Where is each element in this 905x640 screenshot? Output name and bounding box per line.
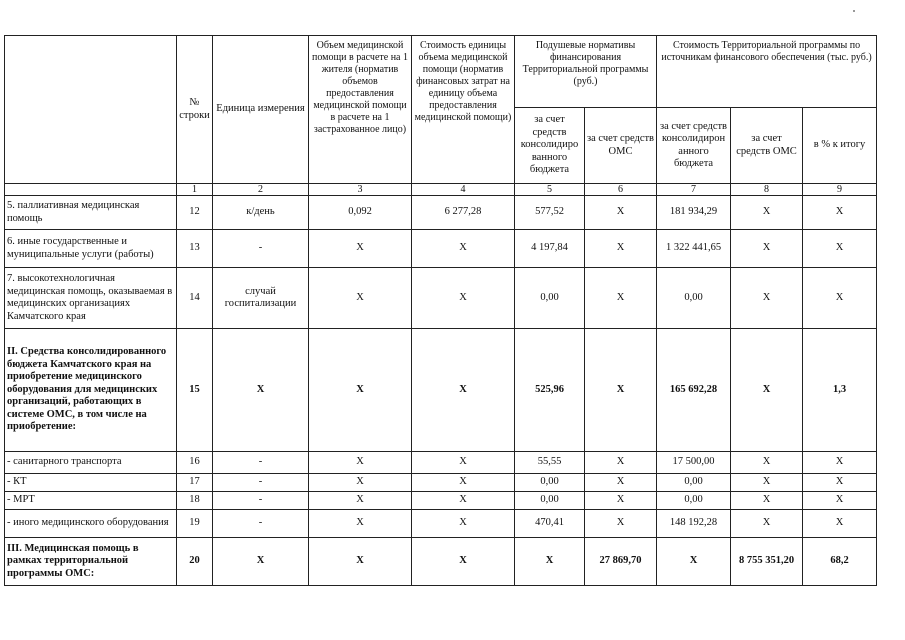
- row-number: 13: [177, 230, 213, 268]
- header-sub-oms-6: за счет средств ОМС: [585, 108, 657, 184]
- row-name: 6. иные государственные и муниципальные услуги (работы): [5, 230, 177, 268]
- row-number: 19: [177, 510, 213, 538]
- row-name: II. Средства консолидированного бюджета Камчатского края на приобретение медицинского оборудования для медицинских организаций, работающих в системе ОМС, в том числе на приобретение:: [5, 329, 177, 452]
- cell-c6: Х: [585, 268, 657, 329]
- row-number: 17: [177, 474, 213, 492]
- cell-c7: 0,00: [657, 474, 731, 492]
- cell-c8: Х: [731, 492, 803, 510]
- cell-c6: Х: [585, 474, 657, 492]
- header-unit: Единица измерения: [213, 36, 309, 184]
- cell-c3: Х: [309, 452, 412, 474]
- cell-c7: 1 322 441,65: [657, 230, 731, 268]
- financing-table: [4, 35, 877, 586]
- cell-c5: 0,00: [515, 492, 585, 510]
- cell-c3: Х: [309, 538, 412, 586]
- header-cost-unit: Стоимость единицы объема медицинской помощи (норматив финансовых затрат на единицу объема предоставления медицинской помощи): [412, 36, 515, 184]
- col-number: 9: [803, 184, 877, 196]
- row-name: - иного медицинского оборудования: [5, 510, 177, 538]
- table-row: [5, 329, 877, 452]
- row-unit: -: [213, 510, 309, 538]
- cell-c8: Х: [731, 474, 803, 492]
- cell-c8: Х: [731, 329, 803, 452]
- cell-c4: Х: [412, 492, 515, 510]
- row-name: - МРТ: [5, 492, 177, 510]
- cell-c8: Х: [731, 196, 803, 230]
- cell-c6: Х: [585, 492, 657, 510]
- cell-c3: Х: [309, 492, 412, 510]
- cell-c6: Х: [585, 329, 657, 452]
- scan-speck: [853, 10, 855, 12]
- cell-c4: Х: [412, 510, 515, 538]
- cell-c5: 525,96: [515, 329, 585, 452]
- header-row-no: № строки: [177, 36, 213, 184]
- cell-c4: Х: [412, 538, 515, 586]
- cell-c4: Х: [412, 329, 515, 452]
- cell-c6: Х: [585, 510, 657, 538]
- table-row: [5, 538, 877, 586]
- row-unit: -: [213, 452, 309, 474]
- cell-c4: Х: [412, 230, 515, 268]
- cell-c7: Х: [657, 538, 731, 586]
- cell-c7: 0,00: [657, 268, 731, 329]
- cell-c7: 0,00: [657, 492, 731, 510]
- col-number-empty: [5, 184, 177, 196]
- header-empty: [5, 36, 177, 184]
- row-number: 18: [177, 492, 213, 510]
- header-cost-program: Стоимость Территориальной программы по источникам финансового обеспечения (тыс. руб.): [657, 36, 877, 108]
- cell-c5: 470,41: [515, 510, 585, 538]
- cell-c9: Х: [803, 196, 877, 230]
- row-unit: -: [213, 230, 309, 268]
- cell-c5: 0,00: [515, 474, 585, 492]
- cell-c3: Х: [309, 510, 412, 538]
- row-unit: к/день: [213, 196, 309, 230]
- col-number: 3: [309, 184, 412, 196]
- table-row: [5, 452, 877, 474]
- table-body: [5, 196, 877, 586]
- table-row: [5, 474, 877, 492]
- header-per-capita: Подушевые нормативы финансирования Территориальной программы (руб.): [515, 36, 657, 108]
- header-sub-budget-5: за счет средств консолидиро ванного бюджета: [515, 108, 585, 184]
- col-number: 8: [731, 184, 803, 196]
- col-number: 5: [515, 184, 585, 196]
- header-volume: Объем медицинской помощи в расчете на 1 жителя (норматив объемов предоставления медицинской помощи в расчете на 1 застрахованное лицо): [309, 36, 412, 184]
- cell-c7: 181 934,29: [657, 196, 731, 230]
- cell-c4: 6 277,28: [412, 196, 515, 230]
- table-row: [5, 230, 877, 268]
- cell-c8: Х: [731, 230, 803, 268]
- cell-c9: Х: [803, 268, 877, 329]
- cell-c3: Х: [309, 329, 412, 452]
- table-row: [5, 510, 877, 538]
- cell-c4: Х: [412, 268, 515, 329]
- cell-c3: Х: [309, 230, 412, 268]
- cell-c8: Х: [731, 452, 803, 474]
- header-sub-pct-9: в % к итогу: [803, 108, 877, 184]
- col-number: 4: [412, 184, 515, 196]
- cell-c6: Х: [585, 196, 657, 230]
- cell-c8: 8 755 351,20: [731, 538, 803, 586]
- cell-c9: Х: [803, 452, 877, 474]
- cell-c7: 148 192,28: [657, 510, 731, 538]
- cell-c9: Х: [803, 492, 877, 510]
- cell-c5: Х: [515, 538, 585, 586]
- row-unit: -: [213, 474, 309, 492]
- row-name: III. Медицинская помощь в рамках территориальной программы ОМС:: [5, 538, 177, 586]
- table-row: [5, 268, 877, 329]
- row-number: 14: [177, 268, 213, 329]
- header-sub-oms-8: за счет средств ОМС: [731, 108, 803, 184]
- cell-c6: 27 869,70: [585, 538, 657, 586]
- row-unit: -: [213, 492, 309, 510]
- col-number: 6: [585, 184, 657, 196]
- cell-c9: 68,2: [803, 538, 877, 586]
- row-number: 12: [177, 196, 213, 230]
- table-header: [5, 36, 877, 196]
- row-name: 7. высокотехнологичная медицинская помощь, оказываемая в медицинских организациях Камчатского края: [5, 268, 177, 329]
- col-number: 7: [657, 184, 731, 196]
- cell-c3: Х: [309, 474, 412, 492]
- row-number: 16: [177, 452, 213, 474]
- row-unit: Х: [213, 329, 309, 452]
- cell-c9: 1,3: [803, 329, 877, 452]
- table-row: [5, 196, 877, 230]
- row-unit: Х: [213, 538, 309, 586]
- cell-c9: Х: [803, 230, 877, 268]
- cell-c9: Х: [803, 474, 877, 492]
- cell-c7: 17 500,00: [657, 452, 731, 474]
- col-number: 2: [213, 184, 309, 196]
- cell-c4: Х: [412, 474, 515, 492]
- row-number: 20: [177, 538, 213, 586]
- cell-c7: 165 692,28: [657, 329, 731, 452]
- cell-c8: Х: [731, 268, 803, 329]
- cell-c3: 0,092: [309, 196, 412, 230]
- row-name: - КТ: [5, 474, 177, 492]
- row-name: 5. паллиативная медицинская помощь: [5, 196, 177, 230]
- cell-c5: 4 197,84: [515, 230, 585, 268]
- cell-c6: Х: [585, 230, 657, 268]
- row-number: 15: [177, 329, 213, 452]
- cell-c3: Х: [309, 268, 412, 329]
- cell-c4: Х: [412, 452, 515, 474]
- cell-c6: Х: [585, 452, 657, 474]
- table-row: [5, 492, 877, 510]
- cell-c5: 577,52: [515, 196, 585, 230]
- cell-c5: 0,00: [515, 268, 585, 329]
- header-sub-budget-7: за счет средств консолидирон анного бюджета: [657, 108, 731, 184]
- cell-c8: Х: [731, 510, 803, 538]
- col-number: 1: [177, 184, 213, 196]
- cell-c9: Х: [803, 510, 877, 538]
- cell-c5: 55,55: [515, 452, 585, 474]
- row-unit: случай госпитализации: [213, 268, 309, 329]
- row-name: - санитарного транспорта: [5, 452, 177, 474]
